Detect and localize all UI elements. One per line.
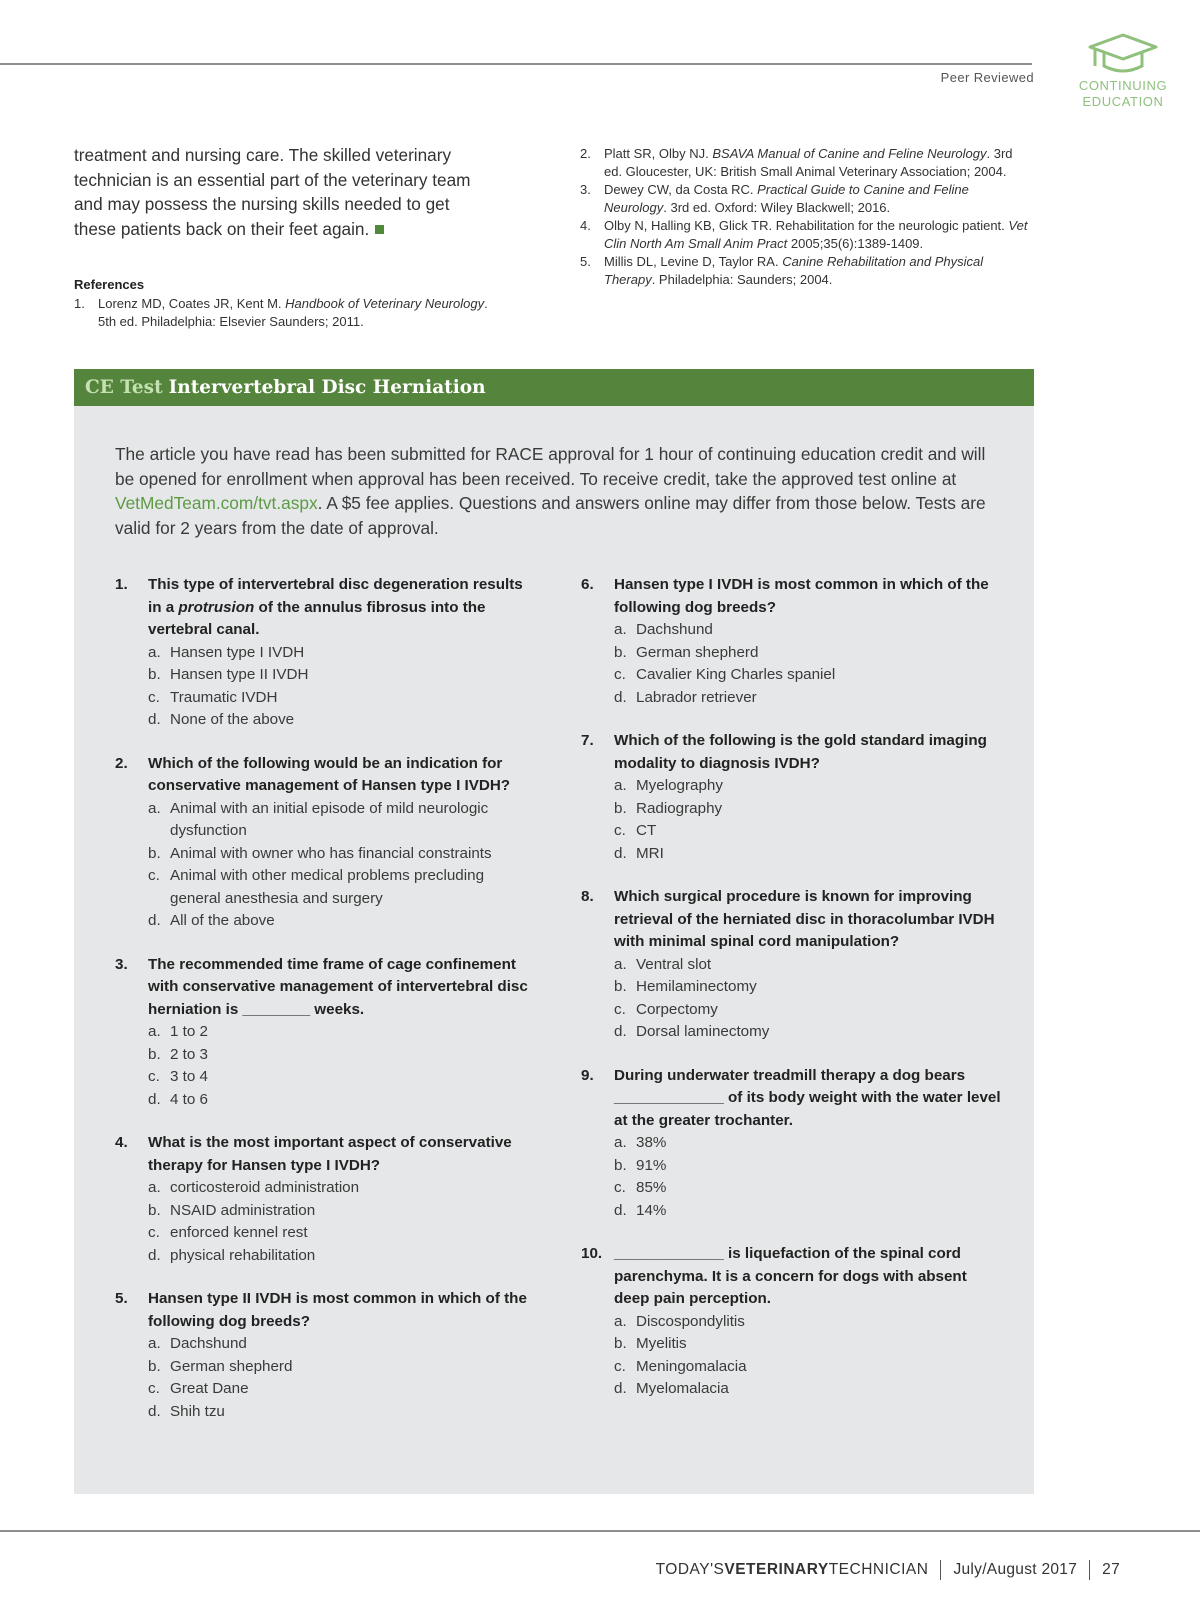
option-letter: a. — [148, 1023, 161, 1040]
answer-option — [115, 709, 535, 732]
option-letter: b. — [148, 1201, 161, 1219]
answer-option — [581, 1177, 1001, 1200]
question-text-part: Which of the following is the gold standard imaging modality to diagnosis IVDH? — [614, 732, 987, 772]
option-text: None of the above — [170, 711, 295, 728]
question-number: 4. — [115, 1134, 128, 1151]
answer-option — [115, 1177, 535, 1200]
question-text — [614, 730, 1001, 775]
option-letter: c. — [614, 666, 626, 683]
question-item — [115, 753, 535, 933]
question-text — [614, 886, 1001, 954]
option-text: Radiography — [636, 799, 723, 817]
question-text — [148, 574, 535, 642]
question-stem — [581, 730, 1001, 775]
question-text-part: of the annulus fibrosus into the vertebral canal. — [148, 598, 486, 638]
option-text: German shepherd — [170, 1357, 293, 1375]
ce-test-intro — [115, 442, 995, 540]
reference-item — [580, 181, 1032, 217]
question-text-part: This type of intervertebral disc degeneration results in a — [148, 576, 523, 616]
reference-title: BSAVA Manual of Canine and Feline Neurology — [712, 146, 987, 161]
option-letter: d. — [148, 711, 161, 728]
answer-option — [581, 798, 1001, 821]
reference-authors: Dewey CW, da Costa RC. — [604, 182, 758, 197]
option-text: Animal with an initial episode of mild neurologic dysfunction — [170, 799, 489, 839]
option-letter: a. — [614, 1134, 627, 1151]
question-number: 1. — [115, 576, 128, 593]
question-text-part: Which of the following would be an indication for conservative management of Hansen type I IVDH? — [148, 754, 511, 794]
option-text: Myelography — [636, 777, 723, 794]
option-text: 1 to 2 — [170, 1023, 208, 1040]
answer-option — [581, 976, 1001, 999]
question-text — [614, 1065, 1001, 1133]
reference-details: . 3rd ed. Oxford: Wiley Blackwell; 2016. — [663, 200, 891, 215]
questions-left-column — [115, 574, 535, 1444]
option-letter: c. — [148, 688, 160, 706]
reference-text — [604, 217, 1032, 253]
question-stem — [115, 1288, 535, 1333]
vetmedteam-link[interactable]: VetMedTeam.com/tvt.aspx — [115, 493, 318, 513]
answer-option — [581, 775, 1001, 798]
answer-option — [581, 642, 1001, 665]
option-text: 85% — [636, 1179, 667, 1196]
option-letter: d. — [614, 1023, 627, 1040]
option-text: Dorsal laminectomy — [636, 1023, 770, 1040]
question-stem — [115, 753, 535, 798]
question-text-part: During underwater treadmill therapy a dog bears _____________ of its body weight with the water level at the greater trochanter. — [614, 1066, 1001, 1129]
option-letter: a. — [614, 777, 627, 794]
reference-number: 4. — [580, 218, 591, 233]
question-item — [581, 1243, 1001, 1401]
question-text-part: Hansen type I IVDH is most common in which of the following dog breeds? — [614, 576, 989, 616]
answer-option — [115, 687, 535, 710]
option-text: physical rehabilitation — [170, 1246, 316, 1264]
option-text: 14% — [636, 1201, 667, 1219]
answer-option — [115, 843, 535, 866]
answer-option — [581, 1311, 1001, 1334]
option-letter: d. — [148, 1402, 161, 1420]
references-left — [74, 276, 494, 331]
question-text — [148, 1288, 535, 1333]
option-text: Hansen type II IVDH — [170, 666, 309, 683]
ce-test-label: CE Test — [85, 377, 163, 398]
question-emphasis: protrusion — [178, 598, 255, 616]
answer-option — [115, 1222, 535, 1245]
option-letter: a. — [148, 1179, 161, 1196]
option-text: Hemilaminectomy — [636, 978, 757, 995]
option-text: Dachshund — [636, 621, 713, 638]
answer-option — [115, 642, 535, 665]
option-letter: d. — [148, 1090, 161, 1108]
question-number: 7. — [581, 732, 594, 749]
reference-details: . 3rd ed. Gloucester, UK: British Small Animal Veterinary Association; 2004. — [604, 146, 1013, 179]
option-letter: b. — [148, 666, 161, 683]
reference-text — [604, 145, 1032, 181]
reference-number: 5. — [580, 254, 591, 269]
answer-option — [115, 1245, 535, 1268]
option-letter: c. — [148, 1380, 160, 1397]
reference-title: Handbook of Veterinary Neurology — [285, 296, 485, 311]
question-text-part: Hansen type II IVDH is most common in which of the following dog breeds? — [148, 1290, 527, 1330]
option-text: 91% — [636, 1156, 667, 1174]
reference-item — [580, 217, 1032, 253]
answer-option — [581, 1333, 1001, 1356]
ce-test-box — [74, 369, 1034, 1494]
ce-test-header — [74, 369, 1034, 406]
answer-option — [115, 1066, 535, 1089]
reference-number: 1. — [74, 296, 85, 311]
question-text — [614, 574, 1001, 619]
option-text: Myelomalacia — [636, 1380, 729, 1397]
option-text: Myelitis — [636, 1335, 687, 1352]
option-letter: c. — [614, 1357, 626, 1375]
reference-authors: Lorenz MD, Coates JR, Kent M. — [98, 296, 286, 311]
option-text: Discospondylitis — [636, 1312, 745, 1330]
answer-option — [581, 1356, 1001, 1379]
pub-part-3: TECHNICIAN — [828, 1561, 929, 1578]
reference-text — [98, 295, 494, 331]
pub-part-1: TODAY'S — [655, 1561, 725, 1578]
reference-authors: Olby N, Halling KB, Glick TR. Rehabilitation for the neurologic patient. — [604, 218, 1009, 233]
question-stem — [581, 574, 1001, 619]
reference-title: Vet Clin North Am Small Anim Pract — [604, 218, 1028, 251]
answer-option — [581, 954, 1001, 977]
question-item — [115, 1132, 535, 1267]
question-text — [148, 1132, 535, 1177]
question-number: 10. — [581, 1245, 603, 1262]
question-stem — [581, 886, 1001, 954]
option-letter: a. — [614, 1312, 627, 1330]
answer-option — [581, 664, 1001, 687]
references-right — [580, 145, 1032, 289]
question-number: 8. — [581, 888, 594, 905]
option-letter: b. — [148, 1045, 161, 1063]
option-letter: b. — [614, 978, 627, 995]
option-letter: c. — [614, 822, 626, 839]
answer-option — [581, 1200, 1001, 1223]
question-number: 6. — [581, 576, 594, 593]
question-stem — [115, 1132, 535, 1177]
option-letter: b. — [148, 1357, 161, 1375]
option-letter: b. — [614, 1156, 627, 1174]
option-text: 4 to 6 — [170, 1090, 208, 1108]
bottom-divider — [0, 1530, 1200, 1532]
questions-right-column — [581, 574, 1001, 1422]
option-text: Traumatic IVDH — [170, 688, 278, 706]
option-text: 3 to 4 — [170, 1068, 208, 1085]
option-letter: a. — [614, 955, 627, 973]
answer-option — [115, 798, 535, 843]
option-text: CT — [636, 822, 657, 839]
answer-option — [115, 910, 535, 933]
reference-title: Practical Guide to Canine and Feline Neurology — [604, 182, 969, 215]
option-letter: a. — [148, 799, 161, 817]
question-number: 9. — [581, 1066, 594, 1084]
option-text: Great Dane — [170, 1380, 249, 1397]
answer-option — [581, 1378, 1001, 1401]
option-letter: a. — [148, 643, 161, 661]
page-footer — [656, 1560, 1120, 1580]
answer-option — [115, 1401, 535, 1424]
option-letter: a. — [148, 1335, 161, 1352]
option-text: Labrador retriever — [636, 688, 757, 706]
question-text-part: Which surgical procedure is known for improving retrieval of the herniated disc in thoracolumbar IVDH with minimal spinal cord manipulation? — [614, 888, 995, 950]
reference-text — [604, 253, 1032, 289]
question-stem — [581, 1065, 1001, 1133]
option-letter: c. — [148, 1068, 160, 1085]
page-number: 27 — [1102, 1561, 1120, 1578]
option-text: MRI — [636, 844, 664, 862]
badge-line-1: CONTINUING — [1078, 78, 1168, 93]
question-text — [148, 954, 535, 1022]
question-number: 2. — [115, 754, 128, 772]
question-number: 3. — [115, 955, 128, 973]
question-text — [148, 753, 535, 798]
question-number: 5. — [115, 1290, 128, 1307]
question-item — [115, 954, 535, 1112]
answer-option — [115, 865, 535, 910]
option-text: Cavalier King Charles spaniel — [636, 666, 836, 683]
option-text: Hansen type I IVDH — [170, 643, 305, 661]
question-item — [115, 574, 535, 732]
question-item — [581, 730, 1001, 865]
question-text — [614, 1243, 1001, 1311]
option-text: 38% — [636, 1134, 667, 1151]
question-item — [115, 1288, 535, 1423]
reference-authors: Platt SR, Olby NJ. — [604, 146, 713, 161]
answer-option — [115, 1200, 535, 1223]
article-closing-paragraph — [74, 143, 494, 241]
option-text: Meningomalacia — [636, 1357, 747, 1375]
top-divider — [0, 63, 1032, 65]
option-text: All of the above — [170, 912, 275, 929]
reference-number: 2. — [580, 146, 591, 161]
question-text-part: _____________ is liquefaction of the spinal cord parenchyma. It is a concern for dogs with absent deep pain perception. — [614, 1245, 967, 1307]
pub-part-2: VETERINARY — [724, 1561, 829, 1578]
answer-option — [581, 619, 1001, 642]
option-letter: b. — [614, 643, 627, 661]
option-letter: b. — [614, 799, 627, 817]
answer-option — [115, 1021, 535, 1044]
option-letter: a. — [614, 621, 627, 638]
question-stem — [115, 574, 535, 642]
answer-option — [115, 1356, 535, 1379]
option-letter: d. — [614, 1201, 627, 1219]
question-text-part: What is the most important aspect of conservative therapy for Hansen type I IVDH? — [148, 1134, 512, 1174]
option-text: Corpectomy — [636, 1000, 718, 1018]
option-letter: c. — [614, 1000, 626, 1018]
option-letter: d. — [148, 1246, 161, 1264]
question-stem — [115, 954, 535, 1022]
option-text: Dachshund — [170, 1335, 247, 1352]
option-text: NSAID administration — [170, 1201, 316, 1219]
intro-text-2: . A $5 fee applies. Questions and answers online may differ from those below. Tests are valid for 2 years from the date of approval. — [115, 493, 986, 538]
reference-details: . 5th ed. Philadelphia: Elsevier Saunders; 2011. — [98, 296, 488, 329]
option-text: enforced kennel rest — [170, 1224, 308, 1241]
reference-number: 3. — [580, 182, 591, 197]
reference-authors: Millis DL, Levine D, Taylor RA. — [604, 254, 783, 269]
option-letter: d. — [614, 688, 627, 706]
reference-text — [604, 181, 1032, 217]
option-text: Animal with other medical problems precluding general anesthesia and surgery — [170, 867, 485, 907]
answer-option — [581, 999, 1001, 1022]
option-letter: c. — [614, 1179, 626, 1196]
answer-option — [115, 1089, 535, 1112]
badge-line-2: EDUCATION — [1082, 94, 1164, 109]
answer-option — [115, 1044, 535, 1067]
answer-option — [581, 843, 1001, 866]
answer-option — [581, 1021, 1001, 1044]
option-text: Animal with owner who has financial constraints — [170, 844, 492, 862]
question-stem — [581, 1243, 1001, 1311]
reference-details: 2005;35(6):1389-1409. — [787, 236, 924, 251]
answer-option — [115, 1378, 535, 1401]
graduation-cap-icon — [1087, 32, 1159, 76]
publication-name — [656, 1561, 929, 1579]
option-letter: c. — [148, 1224, 160, 1241]
reference-item — [580, 145, 1032, 181]
option-letter: c. — [148, 867, 160, 884]
reference-details: . Philadelphia: Saunders; 2004. — [651, 272, 833, 287]
question-text-part: The recommended time frame of cage confinement with conservative management of intervertebral disc herniation is ________ weeks. — [148, 955, 528, 1018]
reference-item — [74, 295, 494, 331]
option-text: 2 to 3 — [170, 1045, 208, 1063]
closing-text: treatment and nursing care. The skilled veterinary technician is an essential part of the veterinary team and may possess the nursing skills needed to get these patients back on their feet again. — [74, 145, 471, 239]
option-text: German shepherd — [636, 643, 759, 661]
answer-option — [581, 687, 1001, 710]
end-of-article-mark — [375, 225, 384, 234]
issue-date: July/August 2017 — [953, 1561, 1078, 1578]
reference-item — [580, 253, 1032, 289]
option-letter: d. — [148, 912, 161, 929]
option-letter: d. — [614, 844, 627, 862]
footer-separator — [940, 1560, 941, 1580]
option-letter: b. — [148, 844, 161, 862]
peer-reviewed-label: Peer Reviewed — [940, 70, 1034, 85]
answer-option — [581, 1132, 1001, 1155]
answer-option — [115, 664, 535, 687]
option-letter: d. — [614, 1380, 627, 1397]
answer-option — [115, 1333, 535, 1356]
footer-separator — [1089, 1560, 1090, 1580]
question-item — [581, 574, 1001, 709]
question-item — [581, 1065, 1001, 1223]
option-text: Ventral slot — [636, 955, 712, 973]
continuing-education-badge — [1058, 32, 1188, 122]
question-item — [581, 886, 1001, 1044]
references-heading: References — [74, 277, 145, 292]
reference-title: Canine Rehabilitation and Physical Therapy — [604, 254, 984, 287]
answer-option — [581, 1155, 1001, 1178]
intro-text-1: The article you have read has been submitted for RACE approval for 1 hour of continuing education credit and will be opened for enrollment when approval has been received. To receive credit, take the approved test online at — [115, 444, 986, 489]
option-text: corticosteroid administration — [170, 1179, 360, 1196]
ce-test-title: Intervertebral Disc Herniation — [168, 377, 486, 398]
option-letter: b. — [614, 1335, 627, 1352]
answer-option — [581, 820, 1001, 843]
option-text: Shih tzu — [170, 1402, 225, 1420]
